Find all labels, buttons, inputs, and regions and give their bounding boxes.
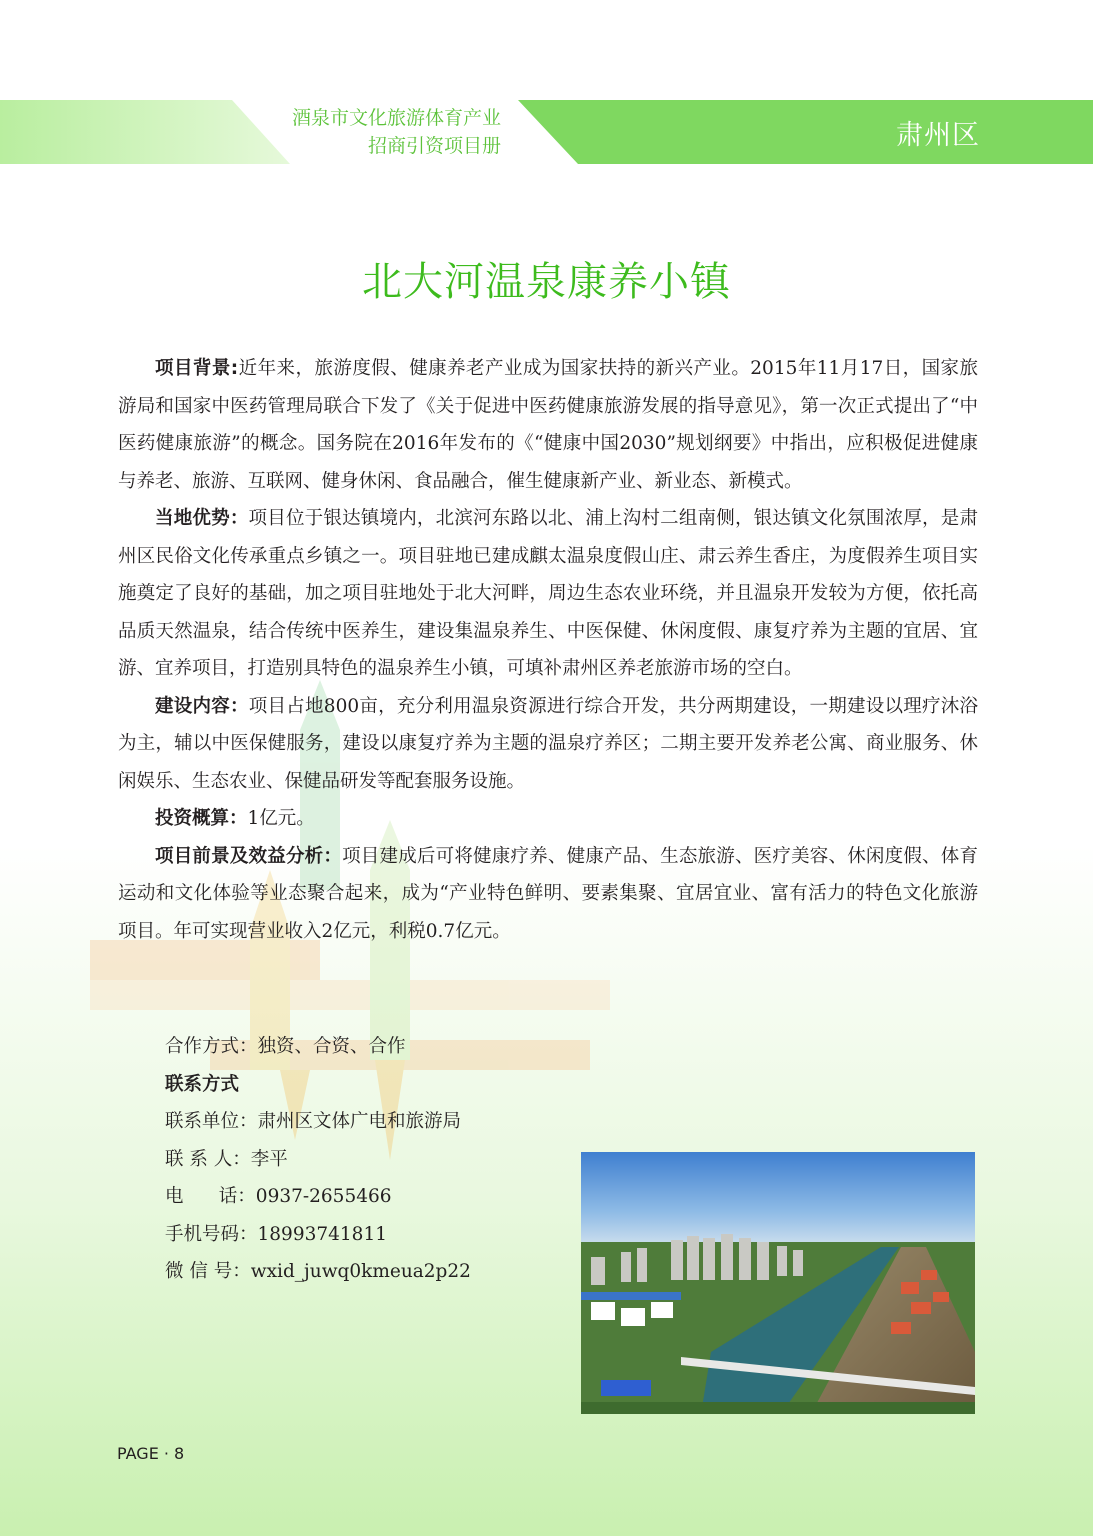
section-text: 近年来，旅游度假、健康养老产业成为国家扶持的新兴产业。2015年11月17日，国家旅游局和国家中医药管理局联合下发了《关于促进中医药健康旅游发展的指导意见》，第一次正式提出了“中医药健康旅游”的概念。国务院在2016年发布的《“健康中国2030”规划纲要》中指出，应积极促进健康与养老、旅游、互联网、健身休闲、食品融合，催生健康新产业、新业态、新模式。 (118, 358, 978, 492)
contact-key: 合作方式： (165, 1036, 258, 1057)
contact-row-person (165, 1141, 471, 1179)
header-left-shape (0, 100, 290, 164)
aerial-photo-drawing (581, 1152, 975, 1414)
contact-row-cooperation (165, 1028, 471, 1066)
contact-row-phone (165, 1178, 471, 1216)
blue-roof-2 (601, 1380, 651, 1396)
section-construction (118, 688, 978, 801)
section-text: 项目建成后可将健康疗养、健康产品、生态旅游、医疗美容、休闲度假、体育运动和文化体验等业态聚合起来，成为“产业特色鲜明、要素集聚、宜居宜业、富有活力的特色文化旅游项目。年可实现营业收入2亿元，利税0.7亿元。 (118, 845, 978, 942)
contact-key: 手机号码： (165, 1223, 258, 1245)
header-right-shape (518, 100, 1093, 164)
section-background (118, 350, 978, 500)
section-text: 1亿元。 (247, 808, 315, 829)
contact-row-mobile (165, 1216, 471, 1254)
contact-key: 电 话： (165, 1186, 256, 1207)
contact-value: wxid_juwq0kmeua2p22 (250, 1261, 471, 1282)
section-text: 项目占地800亩，充分利用温泉资源进行综合开发，共分两期建设，一期建设以理疗沐浴为主，辅以中医保健服务，建设以康复疗养为主题的温泉疗养区；二期主要开发养老公寓、商业服务、休闲娱乐、生态农业、保健品研发等配套服务设施。 (118, 695, 978, 792)
section-investment (118, 800, 978, 838)
contact-value: 18993741811 (257, 1223, 387, 1245)
contact-value: 独资、合资、合作 (257, 1036, 406, 1057)
body-text (118, 350, 978, 950)
brand-block (292, 104, 501, 160)
sky (581, 1152, 975, 1252)
section-text: 项目位于银达镇境内，北滨河东路以北、浦上沟村二组南侧，银达镇文化氛围浓厚，是肃州区民俗文化传承重点乡镇之一。项目驻地已建成麒太温泉度假山庄、肃云养生香庄，为度假养生项目实施奠定了良好的基础，加之项目驻地处于北大河畔，周边生态农业环绕，并且温泉开发较为方便，依托高品质天然温泉，结合传统中医养生，建设集温泉养生、中医保健、休闲度假、康复疗养为主题的宜居、宜游、宜养项目，打造别具特色的温泉养生小镇，可填补肃州区养老旅游市场的空白。 (118, 508, 978, 679)
contact-value: 肃州区文体广电和旅游局 (257, 1111, 462, 1132)
contact-key: 联系单位： (165, 1111, 258, 1132)
contact-row-heading (165, 1066, 471, 1104)
page-title: 北大河温泉康养小镇 (362, 259, 731, 305)
contact-key: 联系方式 (165, 1073, 240, 1095)
contact-row-wechat (165, 1253, 471, 1291)
foreground-green (581, 1402, 975, 1414)
section-prospects (118, 838, 978, 951)
section-label: 投资概算： (155, 808, 248, 829)
brand-line-2: 招商引资项目册 (367, 135, 501, 157)
page-number: PAGE · 8 (117, 1444, 185, 1463)
blue-roof (581, 1292, 681, 1300)
contact-value: 0937-2655466 (255, 1186, 392, 1207)
aerial-photo (581, 1152, 975, 1414)
contact-key: 联 系 人： (165, 1148, 251, 1170)
section-label: 当地优势： (155, 508, 249, 529)
district-label: 肃州区 (896, 120, 980, 151)
contact-value: 李平 (250, 1148, 288, 1170)
section-advantages (118, 500, 978, 688)
section-label: 建设内容： (155, 695, 249, 717)
section-label: 项目前景及效益分析： (155, 845, 343, 867)
contact-block (165, 1028, 471, 1291)
contact-key: 微 信 号： (165, 1261, 251, 1282)
contact-row-unit (165, 1103, 471, 1141)
watermark-bar-2 (90, 980, 610, 1010)
section-label: 项目背景: (155, 358, 239, 379)
brand-line-1: 酒泉市文化旅游体育产业 (291, 107, 501, 129)
